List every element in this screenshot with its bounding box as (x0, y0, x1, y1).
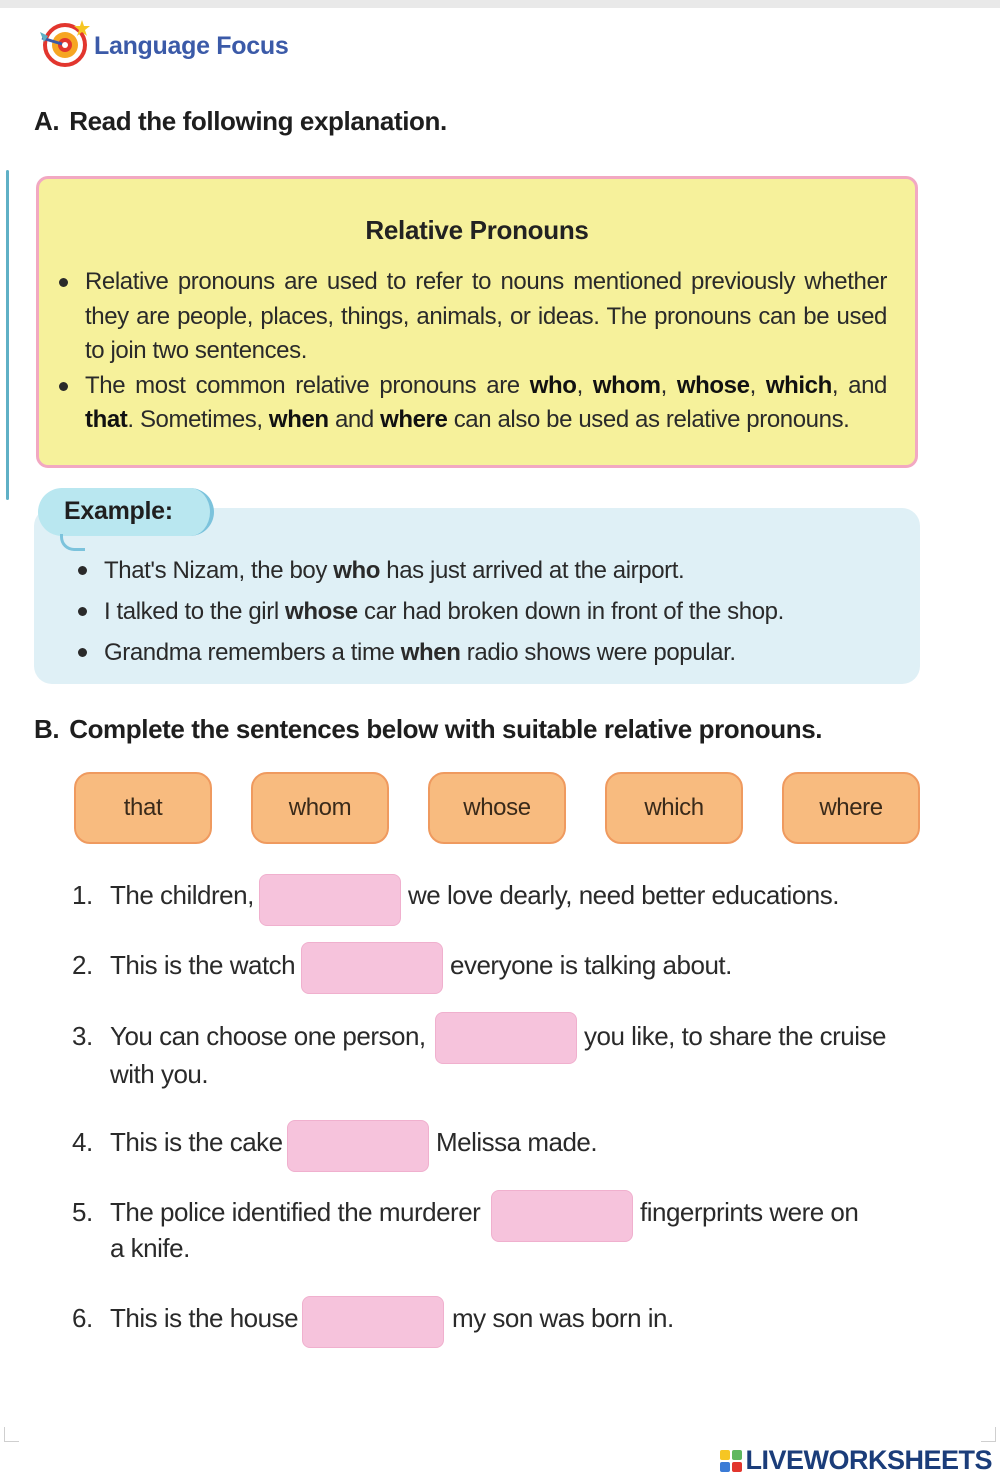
question-text-continued: a knife. (110, 1233, 190, 1263)
part-b-instruction: Complete the sentences below with suitable relative pronouns. (69, 714, 823, 744)
answer-blank-3[interactable] (435, 1012, 577, 1064)
question-number: 4. (72, 1127, 93, 1157)
word-tile-whose[interactable]: whose (428, 772, 566, 844)
question-text-after: we love dearly, need better educations. (408, 880, 839, 910)
pronoun-who: who (529, 371, 577, 399)
question-text-before: You can choose one person, (110, 1021, 426, 1051)
bullet-2-text: , and (831, 371, 887, 399)
explanation-bullets (85, 265, 887, 438)
example-text: I talked to the girl (104, 598, 286, 625)
explanation-bullet-1: Relative pronouns are used to refer to nouns mentioned previously whether they are people, places, things, animals, or ideas. The pronouns can be used to join two sentences. (85, 265, 887, 369)
example-tag-label: Example: (64, 497, 173, 525)
bullet-2-text: and (328, 406, 381, 433)
pronoun-where: where (380, 406, 448, 433)
part-a-label: A. (34, 106, 60, 136)
word-tile-whom[interactable]: whom (251, 772, 389, 844)
pronoun-that: that (85, 406, 128, 433)
explanation-title: Relative Pronouns (365, 215, 589, 245)
example-tag (38, 488, 214, 536)
word-tile-where[interactable]: where (782, 772, 920, 844)
target-icon (38, 18, 90, 70)
example-item (104, 550, 784, 591)
explanation-box (36, 176, 918, 468)
part-a-instruction: Read the following explanation. (69, 106, 447, 136)
question-text-before: This is the cake (110, 1127, 283, 1157)
answer-blank-2[interactable] (301, 942, 443, 994)
example-pronoun: who (333, 557, 381, 584)
example-item (104, 591, 784, 632)
bullet-2-text: , (749, 371, 766, 399)
example-text: has just arrived at the airport. (380, 557, 685, 584)
question-text-before: The children, (110, 880, 254, 910)
example-item (104, 632, 784, 673)
question-text-before: This is the house (110, 1303, 299, 1333)
section-title: Language Focus (94, 31, 289, 60)
liveworksheets-logo[interactable] (720, 1445, 992, 1476)
question-text-after: my son was born in. (452, 1303, 674, 1333)
part-b-heading (34, 714, 822, 745)
example-text: That's Nizam, the boy (104, 557, 334, 584)
bullet-2-text: The most common relative pronouns are (85, 371, 530, 399)
question-number: 6. (72, 1303, 93, 1333)
question-text-after: fingerprints were on (640, 1197, 859, 1227)
answer-blank-4[interactable] (287, 1120, 429, 1172)
example-pronoun: when (400, 639, 461, 666)
question-number: 5. (72, 1197, 93, 1227)
question-text-before: This is the watch (110, 950, 296, 980)
question-number: 2. (72, 950, 93, 980)
language-focus-header (38, 18, 288, 70)
liveworksheets-logo-icon (720, 1450, 742, 1472)
question-number: 1. (72, 880, 93, 910)
pronoun-which: which (765, 371, 832, 399)
example-pronoun: whose (285, 598, 358, 625)
word-tile-that[interactable]: that (74, 772, 212, 844)
question-text-before: The police identified the murderer (110, 1197, 481, 1227)
answer-blank-5[interactable] (491, 1190, 633, 1242)
answer-blank-6[interactable] (302, 1296, 444, 1348)
question-text-after: you like, to share the cruise (584, 1021, 886, 1051)
crop-mark (981, 1427, 996, 1442)
answer-blank-1[interactable] (259, 874, 401, 926)
pronoun-whom: whom (592, 371, 661, 399)
explanation-bullet-2 (85, 369, 887, 438)
example-text: Grandma remembers a time (104, 639, 401, 666)
bullet-2-text: , (576, 371, 593, 399)
question-text-continued: with you. (110, 1059, 209, 1089)
part-a-heading (34, 106, 447, 137)
question-text-after: everyone is talking about. (450, 950, 732, 980)
question-number: 3. (72, 1021, 93, 1051)
bullet-2-text: , (660, 371, 677, 399)
pronoun-when: when (268, 406, 329, 433)
crop-mark (4, 1427, 19, 1442)
word-bank (74, 772, 920, 844)
part-b-label: B. (34, 714, 60, 744)
pronoun-whose: whose (676, 371, 750, 399)
example-text: car had broken down in front of the shop. (357, 598, 784, 625)
page-top-edge (0, 0, 1000, 8)
question-text-after: Melissa made. (436, 1127, 598, 1157)
page-left-binding (6, 170, 9, 500)
word-tile-which[interactable]: which (605, 772, 743, 844)
bullet-2-text: . Sometimes, (127, 406, 269, 433)
example-list (104, 550, 784, 673)
liveworksheets-brand: LIVEWORKSHEETS (745, 1445, 992, 1475)
bullet-2-text: can also be used as relative pronouns. (447, 406, 850, 433)
example-text: radio shows were popular. (460, 639, 736, 666)
